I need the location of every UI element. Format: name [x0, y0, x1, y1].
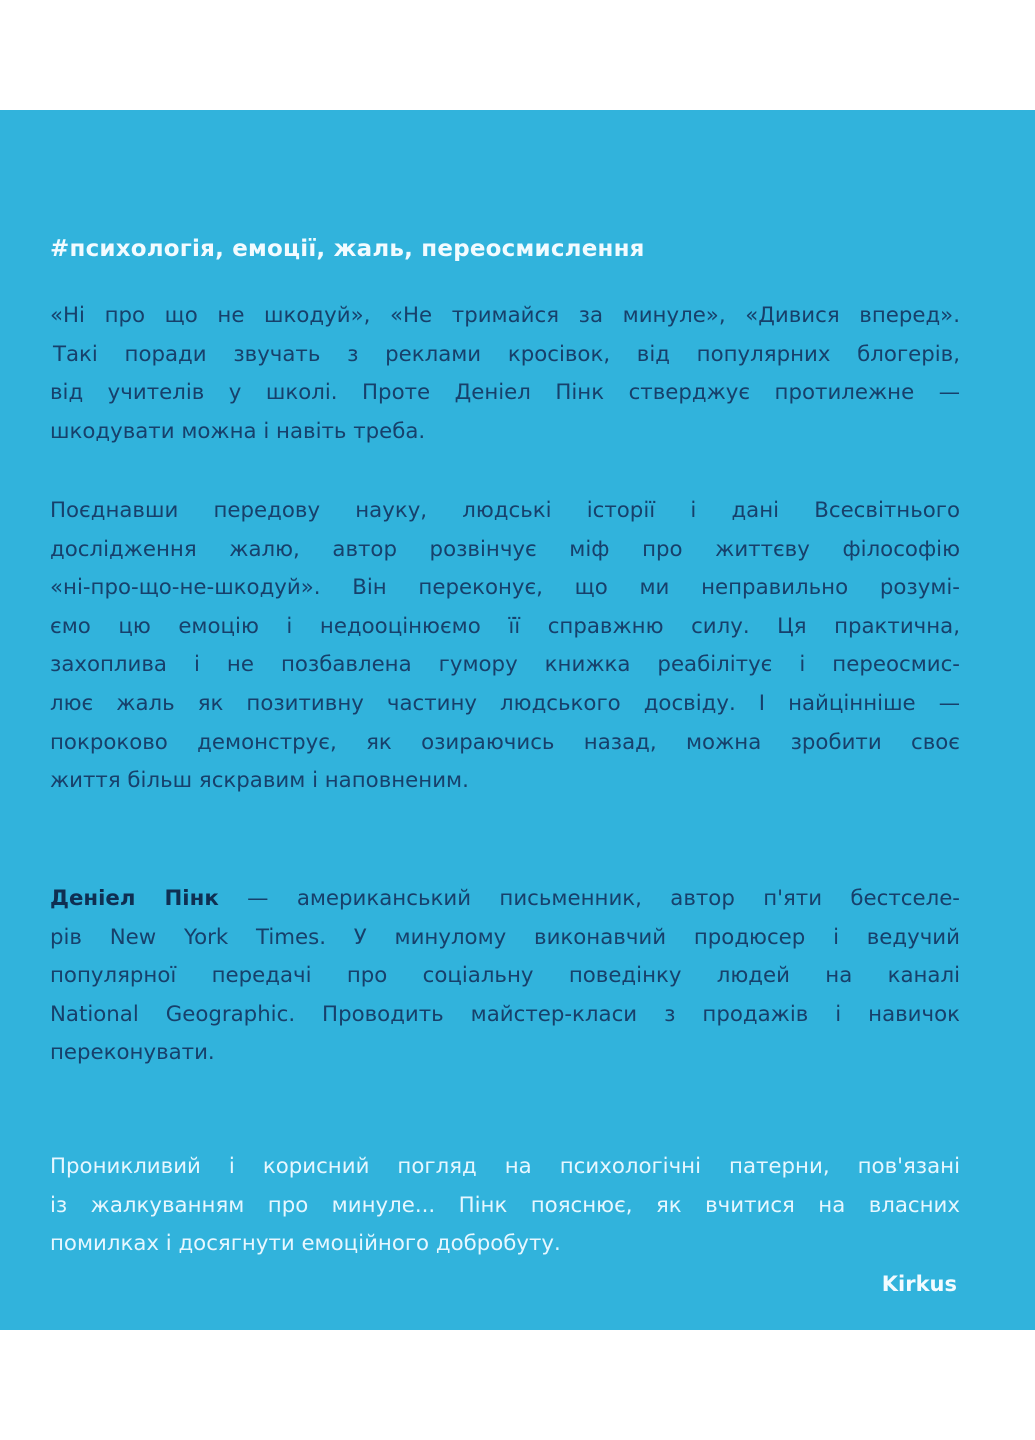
text-line [50, 880, 960, 919]
review-source: Kirkus [881, 1272, 957, 1296]
text-line: переконувати. [50, 1040, 215, 1066]
author-bio-first-line: — американський письменник, автор п'яти бестселе- [218, 886, 960, 911]
text-line: від учителів у школі. Проте Деніел Пінк стверджує протилежне — [50, 380, 960, 406]
text-line: рів New York Times. У минулому виконавчий продюсер і ведучий [50, 924, 960, 950]
text-line: «ні-про-що-не-шкодуй». Він переконує, що ми неправильно розумі- [50, 575, 960, 601]
review-quote [50, 1148, 960, 1264]
text-line: захоплива і не позбавлена гумору книжка реабілітує і переосмис- [50, 652, 960, 678]
author-bio-paragraph [50, 880, 960, 1073]
text-line: ємо цю емоцію і недооцінюємо її справжню силу. Ця практична, [50, 613, 960, 639]
text-line: Проникливий і корисний погляд на психологічні патерни, пов'язані [50, 1154, 960, 1179]
text-line: лює жаль як позитивну частину людського досвіду. І найцінніше — [50, 690, 960, 716]
text-line: Поєднавши передову науку, людські історії і дані Всесвітнього [50, 498, 960, 523]
text-line: життя більш яскравим і наповненим. [50, 768, 469, 794]
author-name: Деніел Пінк [50, 886, 219, 911]
text-line: покроково демонструє, як озираючись назад, можна зробити своє [50, 729, 960, 755]
text-line: «Ні про що не шкодуй», «Не тримайся за минуле», «Дивися вперед». [50, 303, 960, 328]
intro-paragraph [50, 297, 960, 451]
description-paragraph [50, 492, 960, 801]
hashtag-tagline: #психологія, емоції, жаль, переосмислення [50, 236, 645, 262]
back-cover-panel [0, 110, 1035, 1330]
text-line: помилках і досягнути емоційного добробуту. [50, 1231, 561, 1257]
text-line: Такі поради звучать з реклами кросівок, від популярних блогерів, [53, 341, 960, 367]
text-line: National Geographic. Проводить майстер-класи з продажів і навичок [50, 1001, 960, 1027]
text-line: шкодувати можна і навіть треба. [50, 418, 426, 444]
text-line: із жалкуванням про минуле... Пінк пояснює, як вчитися на власних [50, 1192, 960, 1218]
text-line: популярної передачі про соціальну поведінку людей на каналі [50, 963, 960, 989]
text-line: дослідження жалю, автор розвінчує міф про життєву філософію [50, 536, 960, 562]
